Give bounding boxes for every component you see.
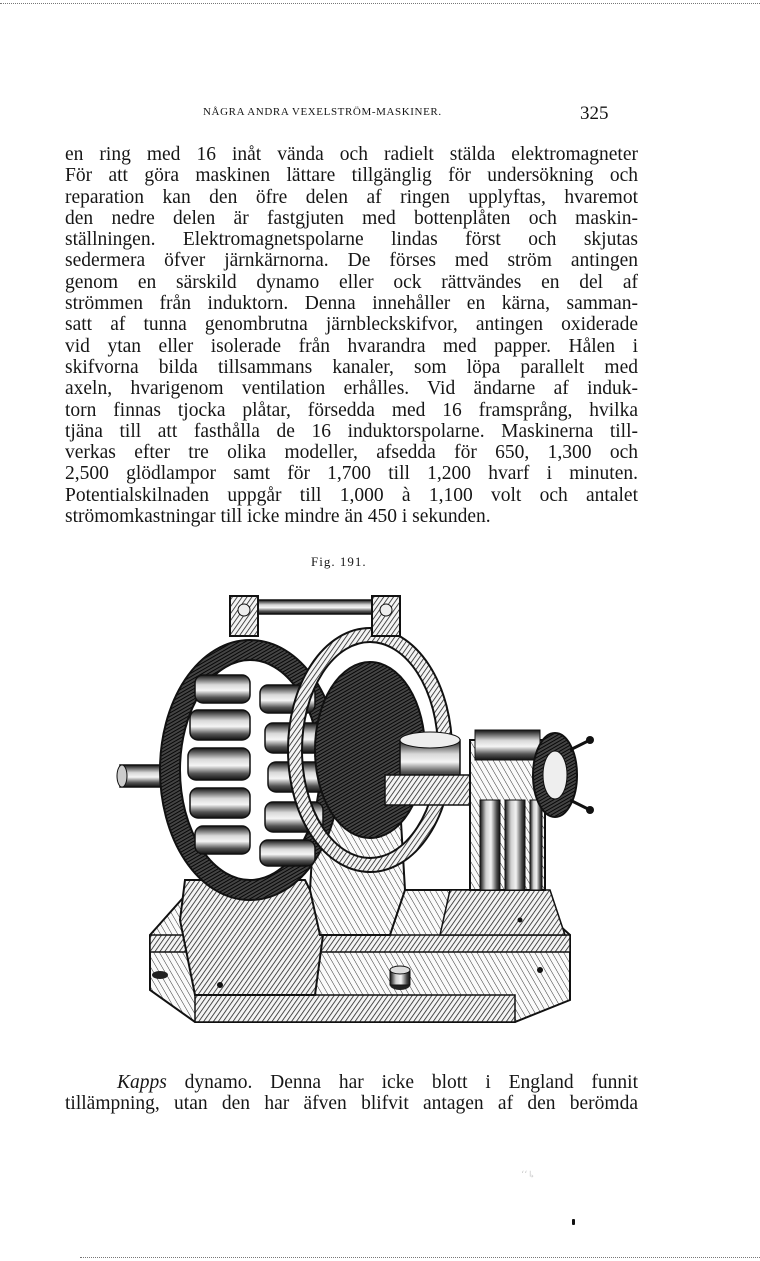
page-number: 325 — [580, 103, 609, 124]
figure-caption: Fig. 191. — [311, 554, 367, 569]
body-line: torn finnas tjocka plåtar, försedda med 16 framsprång, hvilka — [65, 399, 638, 421]
body-line: strömomkastningar till icke mindre än 450 i sekunden. — [65, 506, 491, 528]
body-line: 2,500 glödlampor samt för 1,700 till 1,200 hvarf i minuten. — [65, 463, 638, 485]
scan-bottom-edge — [80, 1257, 760, 1258]
figure-kapps-dynamo — [100, 590, 600, 1040]
body-line: För att göra maskinen lättare tillgänglig för undersökning och — [65, 165, 638, 187]
body-paragraph — [65, 144, 638, 527]
body-line: satt af tunna genombrutna järnbleckskifvor, antingen oxiderade — [65, 314, 638, 336]
body-line: tjäna till att fasthålla de 16 induktorspolarne. Maskinerna till- — [65, 420, 638, 442]
kapps-name: Kapps — [117, 1072, 167, 1093]
body-line: skifvorna bilda tillsammans kanaler, som löpa parallelt med — [65, 356, 638, 378]
body-line: axeln, hvarigenom ventilation erhålles. Vid ändarne af induk- — [65, 378, 638, 400]
dynamo-engraving-illustration — [100, 590, 600, 1040]
after-line-1: Kapps dynamo. Denna har icke blott i England funnit — [117, 1072, 638, 1093]
body-line: ställningen. Elektromagnetspolarne lindas först och skjutas — [65, 229, 638, 251]
paragraph-after-figure — [65, 1072, 638, 1115]
scan-top-edge — [0, 3, 760, 4]
ink-smear-mark: ʻʻ↳ — [521, 1170, 536, 1181]
ink-dot-mark — [572, 1219, 575, 1225]
body-line: den nedre delen är fastgjuten med bottenplåten och maskin- — [65, 207, 638, 229]
body-line: Potentialskilnaden uppgår till 1,000 à 1,100 volt och antalet — [65, 484, 638, 506]
after-line-2: tillämpning, utan den har äfven blifvit antagen af den berömda — [65, 1093, 638, 1115]
running-head: NÅGRA ANDRA VEXELSTRÖM-MASKINER. — [203, 106, 442, 118]
body-line: en ring med 16 inåt vända och radielt stälda elektromagneter — [65, 144, 638, 165]
body-line: genom en särskild dynamo eller ock rättvändes en del af — [65, 271, 638, 293]
body-line: vid ytan eller isolerade från hvarandra med papper. Hålen i — [65, 335, 638, 357]
body-line: reparation kan den öfre delen af ringen upplyftas, hvaremot — [65, 186, 638, 208]
body-line: verkas efter tre olika modeller, afsedda för 650, 1,300 och — [65, 442, 638, 464]
body-line: sedermera öfver järnkärnorna. De förses med ström antingen — [65, 250, 638, 272]
body-line: strömmen från induktorn. Denna innehåller en kärna, samman- — [65, 293, 638, 315]
